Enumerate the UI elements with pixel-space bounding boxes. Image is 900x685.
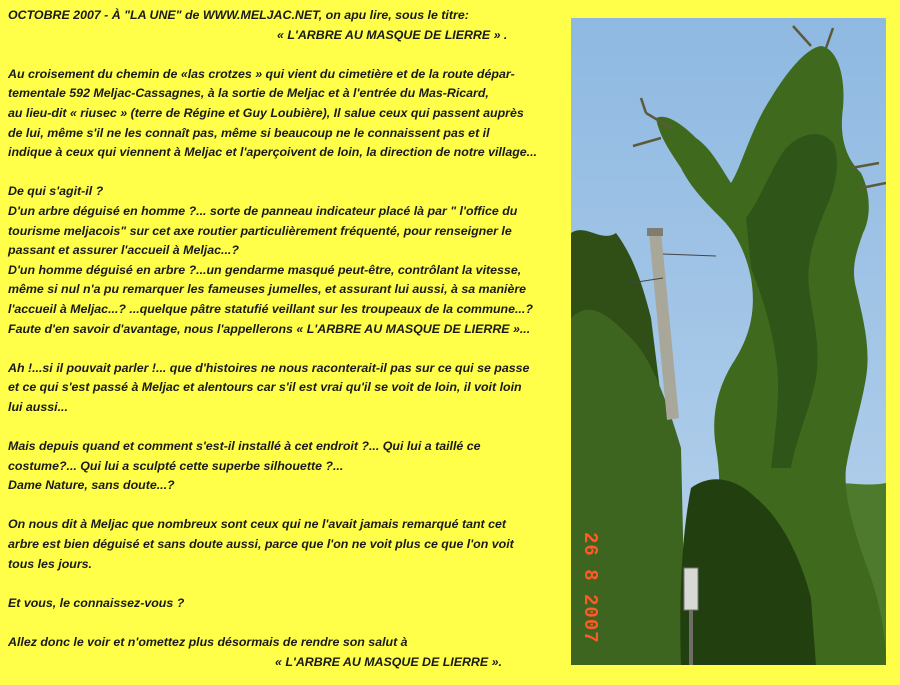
paragraph-line: D'un homme déguisé en arbre ?...un gendarme masqué peut-être, contrôlant la vitesse, — [8, 262, 522, 277]
paragraph-line: tementale 592 Meljac-Cassagnes, à la sortie de Meljac et à l'entrée du Mas-Ricard, — [8, 86, 489, 101]
paragraph-line: même si nul n'a pu remarquer les fameuses jumelles, et assurant lui aussi, à sa manière — [8, 282, 527, 297]
paragraph-line: D'un arbre déguisé en homme ?... sorte de panneau indicateur placé là par " l'office du — [8, 203, 518, 218]
paragraph-line: indique à ceux qui viennent à Meljac et l'aperçoivent de loin, la direction de notre village... — [8, 145, 537, 160]
date-stamp-text: 26 8 2007 — [579, 532, 601, 644]
paragraph-line: et ce qui s'est passé à Meljac et alentours car s'il est vrai qu'il se voit de loin, il voit loin — [8, 380, 522, 395]
paragraph-line: passant et assurer l'accueil à Meljac...? — [8, 243, 239, 258]
paragraph-line: tourisme meljacois" sur cet axe routier particulièrement fréquenté, pour renseigner le — [8, 223, 512, 238]
header-line: OCTOBRE 2007 - À "LA UNE" de WWW.MELJAC.NET, on apu lire, sous le titre: — [8, 8, 469, 22]
header-title: « L'ARBRE AU MASQUE DE LIERRE » . — [277, 27, 508, 42]
paragraph-line: On nous dit à Meljac que nombreux sont ceux qui ne l'avait jamais remarqué tant cet — [8, 517, 507, 532]
paragraph-line: Dame Nature, sans doute...? — [8, 478, 175, 493]
ivy-tree-photo — [571, 18, 886, 665]
paragraph-line: l'accueil à Meljac...? ...quelque pâtre statufié veillant sur les troupeaux de la commune...? — [8, 301, 533, 316]
date-stamp — [578, 528, 604, 648]
question-line: Et vous, le connaissez-vous ? — [8, 595, 185, 610]
paragraph-line: Faute d'en savoir d'avantage, nous l'appellerons « L'ARBRE AU MASQUE DE LIERRE »... — [8, 321, 531, 336]
paragraph-line: Mais depuis quand et comment s'est-il installé à cet endroit ?... Qui lui a taillé ce — [8, 439, 481, 454]
paragraph-line: lui aussi... — [8, 399, 68, 414]
paragraph-line: tous les jours. — [8, 556, 92, 571]
paragraph-line: costume?... Qui lui a sculpté cette superbe silhouette ?... — [8, 458, 344, 473]
article-text — [8, 6, 568, 672]
closing-line: Allez donc le voir et n'omettez plus désormais de rendre son salut à — [8, 635, 408, 649]
closing-title: « L'ARBRE AU MASQUE DE LIERRE ». — [275, 654, 502, 669]
paragraph-line: De qui s'agit-il ? — [8, 184, 104, 199]
paragraph-line: arbre est bien déguisé et sans doute aussi, parce que l'on ne voit plus ce que l'on voit — [8, 537, 514, 552]
paragraph-line: de lui, même s'il ne les connaît pas, même si beaucoup ne le connaissent pas et il — [8, 125, 490, 140]
paragraph-line: au lieu-dit « riusec » (terre de Régine et Guy Loubière), Il salue ceux qui passent auprès — [8, 105, 524, 120]
paragraph-line: Au croisement du chemin de «las crotzes » qui vient du cimetière et de la route dépar- — [8, 66, 515, 81]
paragraph-line: Ah !...si il pouvait parler !... que d'histoires ne nous raconterait-il pas sur ce qui se passe — [8, 360, 530, 375]
